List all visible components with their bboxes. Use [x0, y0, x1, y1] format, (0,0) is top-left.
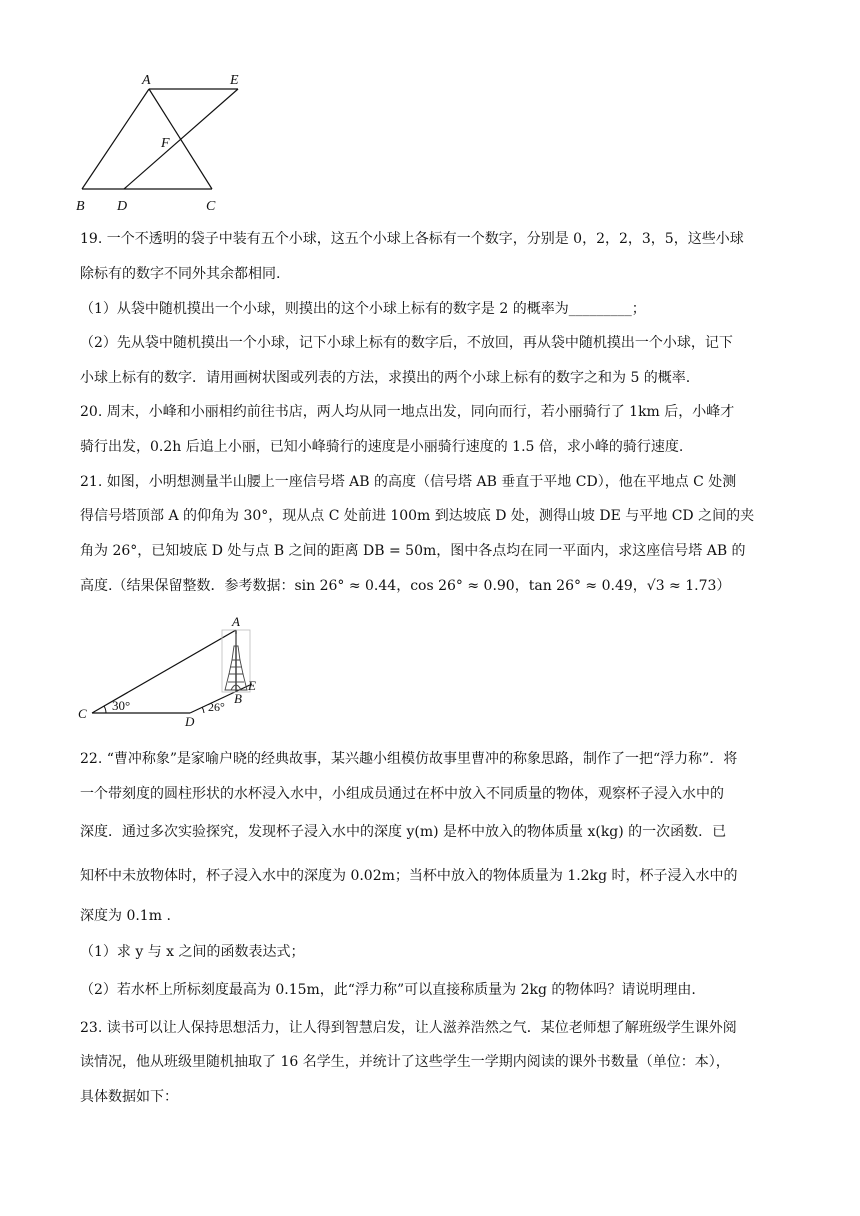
figure-triangle-parallelogram — [70, 68, 260, 218]
label-d: D — [117, 199, 128, 214]
angle-label-30: 30° — [112, 698, 131, 713]
q19-part-2-line-2: 小球上标有的数字．请用画树状图或列表的方法，求摸出的两个小球上标有的数字之和为 5 的概率. — [80, 370, 691, 386]
q22-line-1: 22. “曹冲称象”是家喻户晓的经典故事，某兴趣小组模仿故事里曹冲的称象思路，制作了一把“浮力称”．将 — [80, 751, 738, 767]
label-c: C — [206, 199, 216, 214]
label-d: D — [185, 714, 195, 729]
q21-line-3: 角为 26°，已知坡底 D 处与点 B 之间的距离 DB = 50m，图中各点均在同一平面内，求这座信号塔 AB 的 — [80, 543, 746, 559]
label-e: E — [230, 73, 239, 88]
q22-part-1: （1）求 y 与 x 之间的函数表达式； — [80, 944, 305, 960]
q22-line-3: 深度．通过多次实验探究，发现杯子浸入水中的深度 y(m) 是杯中放入的物体质量 x(kg) 的一次函数．已 — [80, 824, 727, 840]
q21-line-2: 得信号塔顶部 A 的仰角为 30°，现从点 C 处前进 100m 到达坡底 D 处，测得山坡 DE 与平地 CD 之间的夹 — [80, 508, 755, 524]
figure-signal-tower — [72, 612, 272, 730]
q23-line-3: 具体数据如下： — [80, 1089, 178, 1105]
label-e: E — [248, 678, 256, 693]
q21-line-1: 21. 如图，小明想测量半山腰上一座信号塔 AB 的高度（信号塔 AB 垂直于平地 CD），他在平地点 C 处测 — [80, 474, 737, 490]
q22-line-5: 深度为 0.1m . — [80, 908, 171, 924]
label-a: A — [142, 73, 151, 88]
angle-arc-c — [104, 706, 106, 713]
label-b: B — [234, 691, 242, 706]
angle-arc-d — [202, 707, 204, 713]
label-c: C — [78, 706, 87, 721]
label-b: B — [76, 199, 85, 214]
q19-part-1: （1）从袋中随机摸出一个小球，则摸出的这个小球上标有的数字是 2 的概率为_________； — [80, 301, 646, 317]
label-f: F — [161, 136, 170, 151]
q22-line-4: 知杯中未放物体时，杯子浸入水中的深度为 0.02m；当杯中放入的物体质量为 1.2kg 时，杯子浸入水中的 — [80, 868, 738, 884]
q22-part-2: （2）若水杯上所标刻度最高为 0.15m，此“浮力称”可以直接称质量为 2kg 的物体吗？请说明理由. — [80, 982, 696, 998]
figure-2-svg — [72, 612, 272, 730]
q23-line-1: 23. 读书可以让人保持思想活力，让人得到智慧启发，让人滋养浩然之气．某位老师想了解班级学生课外阅 — [80, 1020, 737, 1036]
q19-line-1: 19. 一个不透明的袋子中装有五个小球，这五个小球上各标有一个数字，分别是 0，2，2，3，5，这些小球 — [80, 231, 744, 247]
q19-line-2: 除标有的数字不同外其余都相同. — [80, 266, 281, 282]
q22-line-2: 一个带刻度的圆柱形状的水杯浸入水中，小组成员通过在杯中放入不同质量的物体，观察杯子浸入水中的 — [80, 786, 724, 802]
q19-part-2-line-1: （2）先从袋中随机摸出一个小球，记下小球上标有的数字后，不放回，再从袋中随机摸出一个小球，记下 — [80, 335, 733, 351]
label-a: A — [232, 614, 240, 629]
segment-ed — [124, 89, 238, 189]
q20-line-2: 骑行出发，0.2h 后追上小丽，已知小峰骑行的速度是小丽骑行速度的 1.5 倍，求小峰的骑行速度. — [80, 439, 684, 455]
q20-line-1: 20. 周末，小峰和小丽相约前往书店，两人均从同一地点出发，同向而行，若小丽骑行了 1km 后，小峰才 — [80, 404, 735, 420]
figure-1-svg — [70, 68, 260, 218]
q21-line-4: 高度.（结果保留整数．参考数据：sin 26° ≈ 0.44，cos 26° ≈ 0.90，tan 26° ≈ 0.49，√3 ≈ 1.73） — [80, 578, 731, 594]
angle-label-26: 26° — [208, 700, 225, 714]
q23-line-2: 读情况，他从班级里随机抽取了 16 名学生，并统计了这些学生一学期内阅读的课外书数量（单位：本）， — [80, 1054, 730, 1070]
segment-ab — [82, 89, 149, 189]
